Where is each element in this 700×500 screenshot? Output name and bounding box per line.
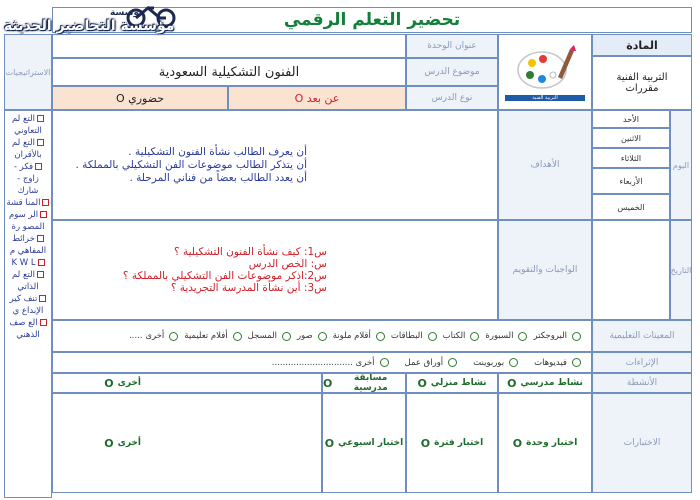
subject-label: المادة (592, 34, 692, 56)
radio-circle-icon (572, 358, 581, 367)
material-cards[interactable]: البطاقات (391, 331, 439, 341)
material-films[interactable]: أفلام تعليمية (184, 331, 243, 341)
strategy-item[interactable]: التع لم التعاوني (6, 113, 50, 137)
objectives-content: أن يعرف الطالب نشأة الفنون التشكيلية . أن يتذكر الطالب موضوعات الفن التشكيلي بالمملكة . أن يعدد الطالب بعضاً من فناني المرحلة . (52, 110, 498, 220)
strategy-item[interactable]: خرائط المفاهي م (9, 234, 47, 256)
day-sunday[interactable]: الأحد (592, 110, 670, 128)
material-board[interactable]: السبورة (485, 331, 529, 341)
material-pens[interactable]: أقلام ملونة (333, 331, 387, 341)
radio-circle-icon (169, 332, 178, 341)
strategy-item[interactable]: التع لم بالأقران (6, 137, 50, 161)
day-wednesday[interactable]: الأربعاء (592, 168, 670, 194)
activity-other[interactable]: أخرى O (52, 373, 322, 393)
enrichment-worksheets[interactable]: أوراق عمل (405, 358, 460, 368)
test-term[interactable]: اختبار فترة O (406, 393, 498, 493)
material-projector[interactable]: البروجكتر (533, 331, 583, 341)
subject-image-caption: التربية الفنية (505, 95, 585, 101)
strategy-item[interactable]: تنف كير الإبداع ي (6, 293, 50, 317)
date-value[interactable] (592, 220, 670, 320)
material-other[interactable]: أخرى ..... (129, 331, 180, 341)
materials-label: المعينات التعليمية (592, 320, 692, 352)
palette-icon (510, 43, 580, 93)
strategy-item[interactable]: المنا قشة (6, 197, 50, 209)
radio-circle-icon (518, 332, 527, 341)
tests-label: الاختبارات (592, 393, 692, 493)
radio-circle-icon (233, 332, 242, 341)
lesson-type-label: نوع الدرس (406, 86, 498, 110)
lesson-label: موضوع الدرس (406, 58, 498, 86)
lesson-type-present[interactable]: حضوري O (52, 86, 228, 110)
day-thursday[interactable]: الخميس (592, 194, 670, 220)
radio-circle-icon (470, 332, 479, 341)
lesson-value: الفنون التشكيلية السعودية (52, 58, 406, 86)
test-weekly[interactable]: اختبار اسبوعي O (322, 393, 406, 493)
test-unit[interactable]: اختبار وحدة O (498, 393, 592, 493)
radio-circle-icon (509, 358, 518, 367)
objectives-label: الأهداف (498, 110, 592, 220)
enrichment-powerpoint[interactable]: بوربوينت (473, 358, 520, 368)
enrichment-content (52, 352, 592, 373)
unit-value (52, 34, 406, 58)
strategies-list (4, 110, 52, 498)
strategy-item[interactable]: الع صف الذهني (6, 317, 50, 341)
day-tuesday[interactable]: الثلاثاء (592, 148, 670, 168)
activity-school[interactable]: نشاط مدرسي O (498, 373, 592, 393)
strategies-label: الاستراتيجيات (4, 34, 52, 110)
page-title: تحضير التعلم الرقمي (283, 10, 461, 30)
radio-circle-icon (572, 332, 581, 341)
enrichment-videos[interactable]: فيديوهات (534, 358, 583, 368)
test-other[interactable]: أخرى O (52, 393, 322, 493)
enrichment-other[interactable]: أخرى .............................. (272, 358, 391, 368)
material-recorder[interactable]: المسجل (248, 331, 293, 341)
strategy-item[interactable]: التع لم الذاتي (6, 269, 50, 293)
logo-sub: مؤسسة (110, 8, 145, 18)
subject-image (498, 34, 592, 110)
logo-text: مؤسسة التحاضير الحديثة (4, 18, 175, 34)
radio-circle-icon (428, 332, 437, 341)
radio-circle-icon (282, 332, 291, 341)
unit-label: عنوان الوحدة (406, 34, 498, 58)
materials-content (52, 320, 592, 352)
enrichment-label: الإثراءات (592, 352, 692, 373)
day-label: اليوم (670, 110, 692, 220)
date-label: التاريخ (670, 220, 692, 320)
radio-circle-icon (380, 358, 389, 367)
activity-home[interactable]: نشاط منزلي O (406, 373, 498, 393)
material-images[interactable]: صور (297, 331, 329, 341)
radio-circle-icon (318, 332, 327, 341)
lesson-type-remote[interactable]: عن بعد O (228, 86, 406, 110)
strategy-item[interactable]: K W L (6, 257, 50, 269)
homework-label: الواجبات والتقويم (498, 220, 592, 320)
material-book[interactable]: الكتاب (443, 331, 482, 341)
strategy-item[interactable]: فكر - زاوج - شارك (6, 161, 50, 197)
strategy-item[interactable]: الر سوم المصو رة (6, 209, 50, 233)
subject-value: التربية الفنية مقررات (592, 56, 692, 110)
activities-label: الأنشطة (592, 373, 692, 393)
day-monday[interactable]: الاثنين (592, 128, 670, 148)
activity-competition[interactable]: مسابقة مدرسية O (322, 373, 406, 393)
homework-content: س1: كيف نشأة الفنون التشكيلية ؟ س: الخص الدرس س2:اذكر موضوعات الفن التشكيلي بالمملكة ؟ س3: أين نشأة المدرسة التجريدية ؟ (52, 220, 498, 320)
radio-circle-icon (376, 332, 385, 341)
radio-circle-icon (448, 358, 457, 367)
